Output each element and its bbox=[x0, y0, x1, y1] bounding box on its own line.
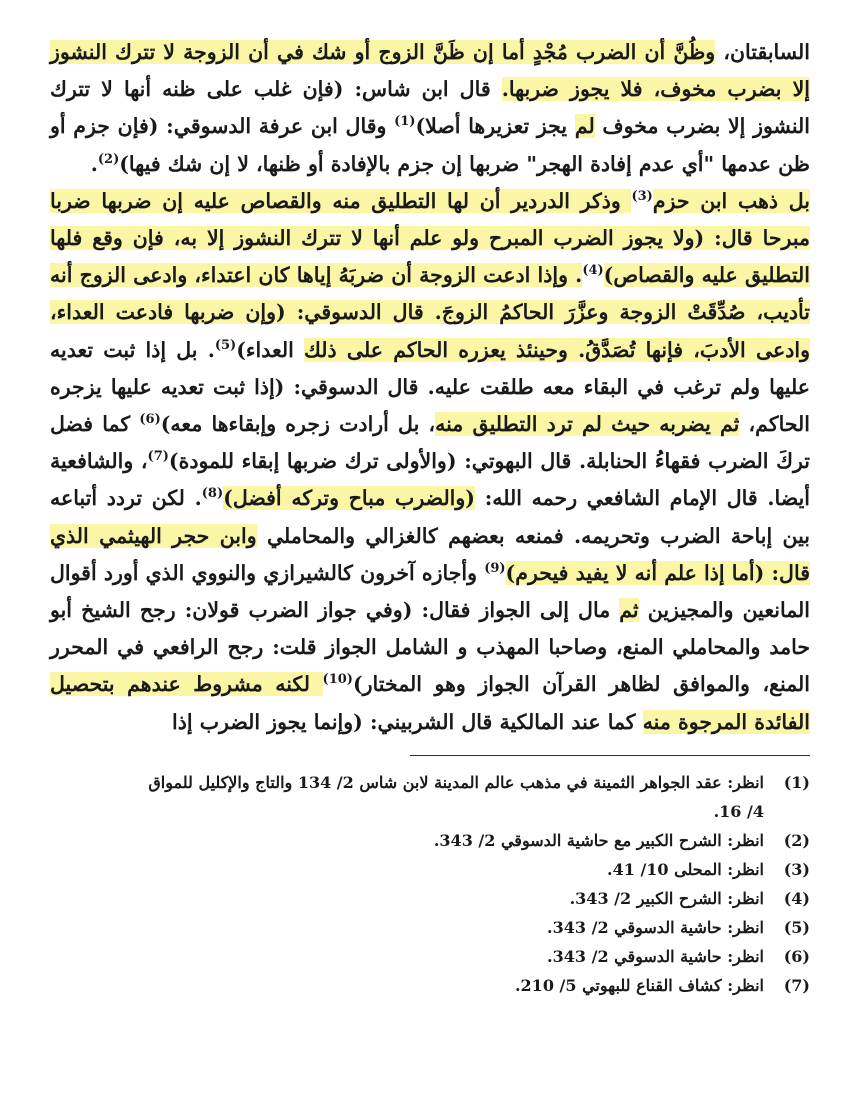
footnote-number: (2) bbox=[783, 830, 810, 850]
highlighted-text: والقصاص عليه إن ضربها ضربا مبرحا قال: (ولا يجوز الضرب المبرح ولو علم أنها لا تترك النشوز إلا به، فإن وقع فلها bbox=[50, 188, 810, 251]
highlighted-text: (والضرب مباح وتركه أفضل) bbox=[223, 486, 475, 511]
footnote-text bbox=[50, 884, 764, 913]
footnote-reference: (6) bbox=[139, 412, 161, 428]
footnote-number: (7) bbox=[783, 975, 810, 995]
footnote-text bbox=[50, 913, 764, 942]
footnote-reference: (3) bbox=[631, 188, 653, 204]
footnote-number: (6) bbox=[783, 946, 810, 966]
footnote-citation: انظر: كشاف القناع للبهوتي 5/ 210. bbox=[514, 975, 764, 995]
text-segment: السابقتان، bbox=[715, 40, 811, 64]
paragraph bbox=[50, 34, 810, 183]
footnote-text bbox=[50, 855, 764, 884]
footnote bbox=[50, 913, 810, 942]
footnote-reference: (5) bbox=[214, 337, 237, 353]
footnote-citation: انظر: المحلى 10/ 41. bbox=[607, 859, 764, 879]
footnote-continuation: 4/ 16. bbox=[713, 801, 764, 821]
body-text bbox=[50, 34, 810, 741]
footnote-number: (5) bbox=[783, 917, 810, 937]
highlighted-text: لم bbox=[574, 114, 595, 139]
highlighted-text: ثم bbox=[619, 598, 639, 623]
text-segment: كما فضل تركَ الضرب فقهاءُ الحنابلة. قال البهوتي: (والأولى ترك ضربها إبقاء للمودة) bbox=[50, 412, 810, 474]
footnote bbox=[50, 768, 810, 826]
footnote-reference: (10) bbox=[322, 672, 353, 688]
footnote-reference: (8) bbox=[201, 486, 224, 502]
footnote-reference: (4) bbox=[582, 263, 604, 279]
highlighted-text: وظُنَّ أن الضرب مُجْدٍ أما إن ظَنَّ الزوج أو شك في أن الزوجة لا تترك النشوز إلا بضرب مخوف، فلا يجوز ضربها. bbox=[50, 40, 810, 102]
footnote-citation: انظر: الشرح الكبير مع حاشية الدسوقي 2/ 343. bbox=[433, 830, 764, 850]
highlighted-text: عليه والقصاص) bbox=[603, 263, 745, 288]
footnote-citation: انظر: عقد الجواهر الثمينة في مذهب عالم المدينة لابن شاس 2/ 134 والتاج والإكليل للمواق bbox=[148, 772, 764, 792]
footnote-reference: (7) bbox=[147, 449, 169, 465]
footnote-separator bbox=[410, 755, 810, 756]
footnote-reference: (9) bbox=[484, 561, 506, 577]
text-segment: وأجازه آخرون كالشيرازي والنووي الذي أورد أقوال المانعين والمجيزين bbox=[50, 560, 810, 623]
highlighted-text: ثم يضربه حيث لم ترد التطليق منه bbox=[435, 412, 740, 437]
highlighted-text: بل ذهب ابن حزم bbox=[652, 188, 810, 213]
highlighted-text: لكنه مشروط عندهم بتحصيل الفائدة المرجوة منه bbox=[50, 672, 810, 734]
highlighted-text: وابن حجر الهيثمي الذي قال: (أما إذا علم أنه لا يفيد فيحرم) bbox=[50, 523, 810, 585]
text-segment: قال ابن شاس: (فإن غلب على ظنه أنها لا تترك النشوز إلا بضرب مخوف bbox=[50, 77, 810, 139]
highlighted-text: التطليق منه bbox=[332, 188, 437, 213]
footnote-citation: انظر: الشرح الكبير 2/ 343. bbox=[569, 888, 764, 908]
footnote-reference: (1) bbox=[394, 114, 416, 130]
text-segment: العداء) bbox=[236, 337, 305, 362]
text-segment: ، والشافعية أيضا. قال الإمام الشافعي رحمه الله: bbox=[50, 449, 810, 511]
text-segment: يجز تعزيرها أصلا) bbox=[415, 114, 575, 139]
highlighted-text: . وإذا ادعت الزوجة أن ضربَهُ إياها كان اعتداء، وادعى الزوج أنه تأديب، صُدِّقَتْ الزوجة وعزَّرَ الحاكمُ الزوجَ. قال الدسوقي: (وإن ضربها فادعت العداء، وادعى الأدبَ، فإنها تُصَدَّقُ. وحينئذ يعزره الحاكم على ذلك bbox=[50, 263, 810, 362]
footnote-text bbox=[50, 942, 764, 971]
text-segment: كما عند المالكية قال الشربيني: (وإنما يجوز الضرب إذا bbox=[172, 709, 643, 734]
footnote-number: (3) bbox=[783, 859, 810, 879]
text-segment: ، بل أرادت زجره وإبقاءها معه) bbox=[160, 412, 436, 437]
footnote-text bbox=[50, 768, 764, 826]
text-segment: وقال ابن عرفة الدسوقي: (فإن جزم أو ظن عدمها "أي عدم إفادة الهجر" ضربها إن جزم بالإفادة أو ظنها، لا إن شك فيها) bbox=[50, 114, 810, 176]
footnote bbox=[50, 884, 810, 913]
text-segment: . bbox=[90, 151, 98, 176]
footnotes bbox=[50, 768, 810, 1000]
footnote-citation: انظر: حاشية الدسوقي 2/ 343. bbox=[547, 917, 764, 937]
highlighted-text: التطليق bbox=[744, 263, 810, 288]
footnote bbox=[50, 855, 810, 884]
footnote-text bbox=[50, 826, 764, 855]
footnote-reference: (2) bbox=[97, 151, 120, 167]
text-segment: . بل إذا ثبت تعديه عليها ولم ترغب في البقاء معه طلقت عليه. قال الدسوقي: (إذا ثبت تعديه عليها يزجره الحاكم، bbox=[50, 337, 811, 437]
footnote-text bbox=[50, 971, 764, 1000]
footnote-number: (4) bbox=[783, 888, 810, 908]
footnote-number: (1) bbox=[783, 772, 810, 792]
footnote bbox=[50, 971, 810, 1000]
footnote-citation: انظر: حاشية الدسوقي 2/ 343. bbox=[547, 946, 764, 966]
footnote bbox=[50, 942, 810, 971]
paragraph bbox=[50, 183, 810, 741]
footnote bbox=[50, 826, 810, 855]
text-segment: . لكن تردد أتباعه بين إباحة الضرب وتحريمه. فمنعه بعضهم كالغزالي والمحاملي bbox=[50, 486, 811, 548]
highlighted-text: وذكر الدردير أن لها bbox=[436, 188, 632, 213]
text-segment: مال إلى الجواز فقال: (وفي جواز الضرب قولان: رجح الشيخ أبو حامد والمحاملي المنع، وصاحبا المهذب و الشامل الجواز قلت: رجح الرافعي في المحرر المنع، والموافق لظاهر القرآن الجواز وهو المختار) bbox=[50, 598, 810, 697]
